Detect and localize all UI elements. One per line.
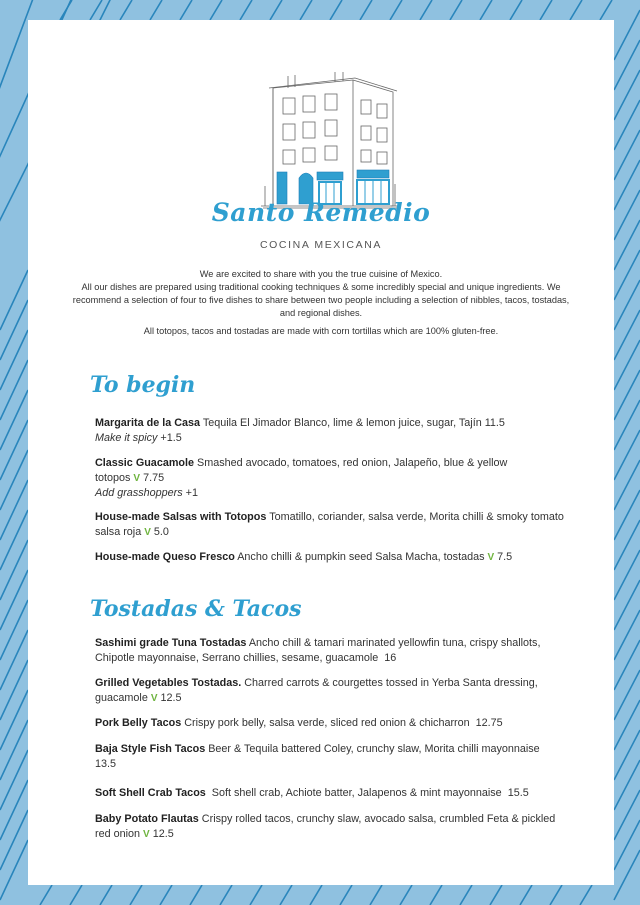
- item-name: Baby Potato Flautas: [95, 813, 199, 825]
- menu-item: [95, 716, 565, 731]
- item-note: Make it spicy: [95, 432, 158, 444]
- menu-item: [95, 416, 565, 446]
- item-price: 5.0: [153, 526, 169, 538]
- menu-item: [95, 676, 565, 706]
- item-name: Soft Shell Crab Tacos: [95, 787, 206, 799]
- item-description: Beer & Tequila battered Coley, crunchy slaw, Morita chilli mayonnaise: [208, 743, 540, 755]
- menu-item: [95, 742, 565, 772]
- item-description: Soft shell crab, Achiote batter, Jalapenos & mint mayonnaise: [211, 787, 502, 799]
- intro-body: All our dishes are prepared using traditional cooking techniques & some incredibly special and unique ingredients. We recommend a selection of four to five dishes to share between two people including a selection of nibbles, tacos, tostadas, and regional dishes.: [72, 282, 570, 318]
- item-description: Crispy rolled tacos, crunchy slaw, avocado salsa, crumbled Feta & pickled red onion: [95, 813, 556, 840]
- vegetarian-icon: V: [133, 473, 141, 484]
- item-name: House-made Queso Fresco: [95, 551, 235, 563]
- item-price: 16: [384, 652, 397, 664]
- vegetarian-icon: V: [143, 829, 150, 840]
- item-description: Smashed avocado, tomatoes, red onion, Jalapeño, blue & yellow totopos: [95, 457, 508, 484]
- vegetarian-icon: V: [144, 527, 151, 538]
- item-note-price: +1: [185, 487, 198, 499]
- item-price: 11.5: [484, 417, 505, 429]
- item-note-price: +1.5: [160, 432, 182, 444]
- menu-item: [95, 510, 565, 540]
- building-illustration: [243, 66, 403, 212]
- item-description: Crispy pork belly, salsa verde, sliced red onion & chicharron: [184, 717, 470, 729]
- item-price: 12.5: [152, 828, 174, 840]
- vegetarian-icon: V: [487, 552, 495, 563]
- menu-item: [95, 812, 565, 842]
- item-name: Classic Guacamole: [95, 457, 195, 469]
- item-description: Charred carrots & courgettes tossed in Yerba Santa dressing, guacamole: [95, 677, 538, 704]
- item-name: Sashimi grade Tuna Tostadas: [95, 637, 247, 649]
- item-price: 7.75: [143, 472, 165, 484]
- item-price: 12.75: [475, 717, 503, 729]
- menu-item: [95, 636, 565, 666]
- intro-gluten-note: All totopos, tacos and tostadas are made with corn tortillas which are 100% gluten-free.: [143, 326, 499, 336]
- section-heading-tostadas-tacos: Tostadas & Tacos: [90, 596, 302, 622]
- item-price: 13.5: [95, 758, 117, 770]
- item-name: House-made Salsas with Totopos: [95, 511, 267, 523]
- item-name: Pork Belly Tacos: [95, 717, 182, 729]
- section-heading-to-begin: To begin: [90, 372, 196, 398]
- item-name: Grilled Vegetables Tostadas.: [95, 677, 242, 689]
- item-price: 12.5: [160, 692, 182, 704]
- item-description: Ancho chilli & pumpkin seed Salsa Macha, tostadas: [237, 551, 485, 563]
- menu-item: [95, 550, 565, 565]
- item-price: 15.5: [507, 787, 529, 799]
- menu-card: [28, 20, 614, 885]
- intro-lead: We are excited to share with you the true cuisine of Mexico.: [199, 269, 443, 279]
- item-name: Margarita de la Casa: [95, 417, 201, 429]
- menu-item: [95, 786, 565, 801]
- item-description: Tomatillo, coriander, salsa verde, Morita chilli & smoky tomato salsa roja: [95, 511, 564, 538]
- brand-name: Santo Remedio: [211, 198, 431, 227]
- item-name: Baja Style Fish Tacos: [95, 743, 206, 755]
- item-note: Add grasshoppers: [95, 487, 183, 499]
- menu-item: [95, 456, 565, 501]
- item-description: Ancho chill & tamari marinated yellowfin tuna, crispy shallots, Chipotle mayonnaise, Serrano chillies, sesame, guacamole: [95, 637, 541, 664]
- item-price: 7.5: [497, 551, 513, 563]
- vegetarian-icon: V: [150, 693, 158, 704]
- intro-text: [68, 268, 574, 338]
- item-description: Tequila El Jimador Blanco, lime & lemon juice, sugar, Tajín: [202, 417, 482, 429]
- brand-tagline: COCINA MEXICANA: [259, 239, 383, 251]
